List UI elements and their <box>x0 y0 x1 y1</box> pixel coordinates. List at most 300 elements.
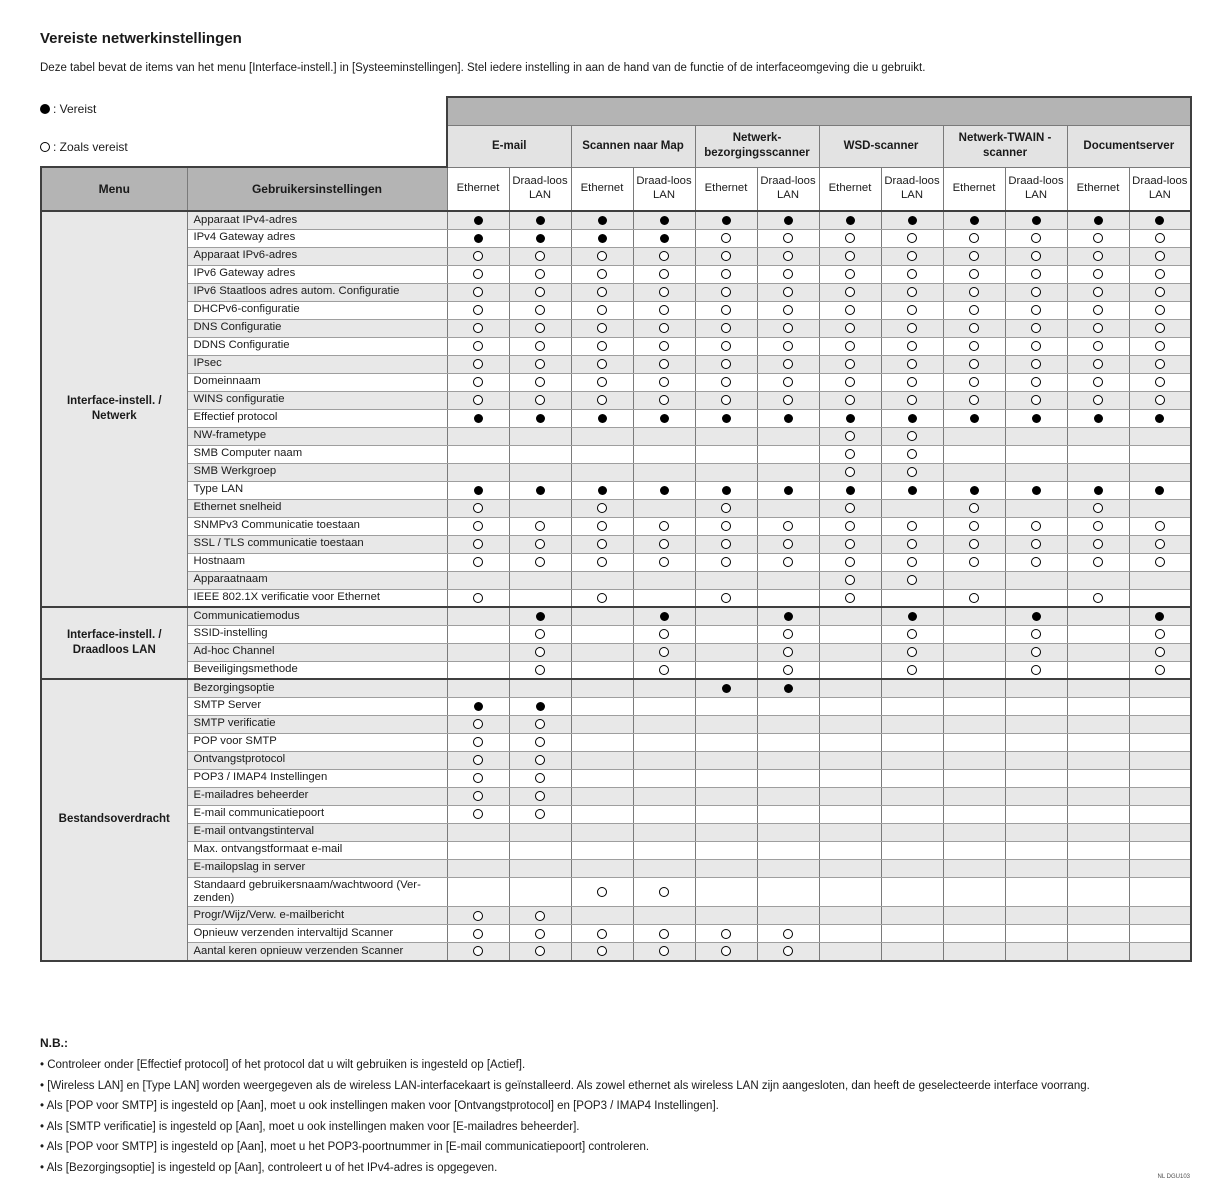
open-circle-icon <box>969 395 979 405</box>
open-circle-icon <box>597 521 607 531</box>
requirement-cell <box>819 283 881 301</box>
requirement-cell <box>1005 283 1067 301</box>
open-circle-icon <box>907 287 917 297</box>
requirement-cell <box>633 283 695 301</box>
requirement-cell <box>757 373 819 391</box>
open-circle-icon <box>969 377 979 387</box>
requirement-cell <box>509 571 571 589</box>
open-circle-icon <box>659 946 669 956</box>
setting-row-label: POP3 / IMAP4 Instellingen <box>187 769 447 787</box>
requirement-cell <box>881 283 943 301</box>
open-circle-icon <box>1093 341 1103 351</box>
requirement-cell <box>509 319 571 337</box>
table-row <box>41 247 1191 265</box>
open-circle-icon <box>597 946 607 956</box>
requirement-cell <box>819 229 881 247</box>
requirement-cell <box>943 571 1005 589</box>
requirement-cell <box>1129 427 1191 445</box>
requirement-cell <box>1129 553 1191 571</box>
open-circle-icon <box>597 887 607 897</box>
function-group-header: Netwerk-TWAIN -scanner <box>943 125 1067 167</box>
requirement-cell <box>1005 445 1067 463</box>
requirement-cell <box>1067 247 1129 265</box>
requirement-cell <box>819 859 881 877</box>
requirement-cell <box>1129 925 1191 943</box>
setting-row-label: IPv6 Gateway adres <box>187 265 447 283</box>
open-circle-icon <box>659 395 669 405</box>
requirement-cell <box>509 697 571 715</box>
function-group-header: E-mail <box>447 125 571 167</box>
requirement-cell <box>819 373 881 391</box>
open-circle-icon <box>845 449 855 459</box>
open-circle-icon <box>845 521 855 531</box>
open-circle-icon <box>783 395 793 405</box>
requirement-cell <box>1005 697 1067 715</box>
requirement-cell <box>757 859 819 877</box>
filled-circle-icon <box>908 486 917 495</box>
requirement-cell <box>943 211 1005 229</box>
open-circle-icon <box>473 593 483 603</box>
requirement-cell <box>943 787 1005 805</box>
setting-row-label: SMTP Server <box>187 697 447 715</box>
requirement-cell <box>1005 535 1067 553</box>
requirement-cell <box>695 823 757 841</box>
open-circle-icon <box>1155 341 1165 351</box>
requirement-cell <box>881 211 943 229</box>
requirement-cell <box>695 553 757 571</box>
requirement-cell <box>571 625 633 643</box>
requirement-cell <box>509 535 571 553</box>
requirement-cell <box>1129 769 1191 787</box>
requirement-cell <box>757 925 819 943</box>
requirement-cell <box>1005 943 1067 961</box>
requirement-cell <box>1129 841 1191 859</box>
table-row <box>41 517 1191 535</box>
requirement-cell <box>447 679 509 697</box>
requirement-cell <box>447 589 509 607</box>
open-circle-icon <box>659 539 669 549</box>
requirement-cell <box>1005 265 1067 283</box>
requirement-cell <box>943 805 1005 823</box>
requirement-cell <box>943 823 1005 841</box>
requirement-cell <box>509 499 571 517</box>
table-row <box>41 319 1191 337</box>
setting-row-label: SMB Computer naam <box>187 445 447 463</box>
requirement-cell <box>881 355 943 373</box>
open-circle-icon <box>1093 323 1103 333</box>
table-row <box>41 697 1191 715</box>
requirement-cell <box>571 319 633 337</box>
requirement-cell <box>1129 823 1191 841</box>
requirement-cell <box>757 943 819 961</box>
open-circle-icon <box>845 557 855 567</box>
open-circle-icon <box>969 251 979 261</box>
requirement-cell <box>757 463 819 481</box>
requirement-cell <box>819 535 881 553</box>
filled-circle-icon <box>660 612 669 621</box>
filled-circle-icon <box>598 216 607 225</box>
requirement-cell <box>695 571 757 589</box>
requirement-cell <box>757 229 819 247</box>
requirement-cell <box>819 409 881 427</box>
requirement-cell <box>1129 337 1191 355</box>
table-row <box>41 373 1191 391</box>
table-row <box>41 679 1191 697</box>
requirement-cell <box>1129 697 1191 715</box>
open-circle-icon <box>659 887 669 897</box>
requirement-cell <box>757 661 819 679</box>
requirement-cell <box>447 283 509 301</box>
open-circle-icon <box>721 929 731 939</box>
filled-circle-icon <box>784 684 793 693</box>
requirement-cell <box>1005 769 1067 787</box>
requirement-cell <box>881 301 943 319</box>
requirement-cell <box>571 769 633 787</box>
requirement-cell <box>509 283 571 301</box>
open-circle-icon <box>1093 269 1103 279</box>
open-circle-icon <box>535 377 545 387</box>
table-row <box>41 337 1191 355</box>
open-circle-icon <box>783 305 793 315</box>
requirement-cell <box>633 643 695 661</box>
open-circle-icon <box>597 305 607 315</box>
requirement-cell <box>509 661 571 679</box>
requirement-cell <box>881 643 943 661</box>
requirement-cell <box>943 661 1005 679</box>
requirement-cell <box>943 589 1005 607</box>
requirement-cell <box>819 463 881 481</box>
requirement-cell <box>757 283 819 301</box>
setting-row-label: E-mail ontvangstinterval <box>187 823 447 841</box>
open-circle-icon <box>597 395 607 405</box>
open-circle-icon <box>907 377 917 387</box>
interface-column-header: Draad-loos LAN <box>509 167 571 211</box>
filled-circle-icon <box>722 216 731 225</box>
requirement-cell <box>1067 427 1129 445</box>
requirement-cell <box>509 589 571 607</box>
requirement-cell <box>447 427 509 445</box>
open-circle-icon <box>659 251 669 261</box>
requirement-cell <box>881 679 943 697</box>
requirement-cell <box>509 643 571 661</box>
requirement-cell <box>633 553 695 571</box>
setting-row-label: E-mailadres beheerder <box>187 787 447 805</box>
open-circle-icon <box>1155 539 1165 549</box>
setting-row-label: DNS Configuratie <box>187 319 447 337</box>
requirement-cell <box>571 751 633 769</box>
filled-circle-icon <box>1032 414 1041 423</box>
table-row <box>41 643 1191 661</box>
requirement-cell <box>1129 481 1191 499</box>
requirement-cell <box>757 301 819 319</box>
filled-circle-icon <box>536 702 545 711</box>
open-circle-icon <box>1155 287 1165 297</box>
note-item: • Als [POP voor SMTP] is ingesteld op [Aan], moet u ook instellingen maken voor [Ontvangstprotocol] en [POP3 / IMAP4 Instellingen]. <box>40 1100 1200 1112</box>
setting-row-label: Apparaatnaam <box>187 571 447 589</box>
setting-row-label: IEEE 802.1X verificatie voor Ethernet <box>187 589 447 607</box>
open-circle-icon <box>535 665 545 675</box>
filled-circle-icon <box>660 414 669 423</box>
open-circle-icon <box>721 287 731 297</box>
requirement-cell <box>881 319 943 337</box>
requirement-cell <box>943 925 1005 943</box>
open-circle-icon <box>473 539 483 549</box>
requirement-cell <box>695 535 757 553</box>
requirement-cell <box>695 355 757 373</box>
requirement-cell <box>943 643 1005 661</box>
table-row <box>41 535 1191 553</box>
requirement-cell <box>757 391 819 409</box>
notes-section <box>40 1036 1200 1182</box>
filled-circle-icon <box>846 486 855 495</box>
requirement-cell <box>757 607 819 625</box>
requirement-cell <box>943 463 1005 481</box>
requirement-cell <box>1067 373 1129 391</box>
requirement-cell <box>943 391 1005 409</box>
open-circle-icon <box>907 269 917 279</box>
open-circle-icon <box>783 665 793 675</box>
requirement-cell <box>943 841 1005 859</box>
requirement-cell <box>943 769 1005 787</box>
table-area <box>40 96 1192 962</box>
requirement-cell <box>1129 283 1191 301</box>
open-circle-icon <box>721 395 731 405</box>
open-circle-icon <box>597 929 607 939</box>
requirement-cell <box>819 607 881 625</box>
requirement-cell <box>881 787 943 805</box>
filled-circle-icon <box>722 486 731 495</box>
requirement-cell <box>881 445 943 463</box>
requirement-cell <box>1005 607 1067 625</box>
requirement-cell <box>633 265 695 283</box>
requirement-cell <box>509 463 571 481</box>
menu-column-header: Menu <box>41 167 187 211</box>
requirement-cell <box>1067 643 1129 661</box>
open-circle-icon <box>1155 251 1165 261</box>
table-row <box>41 571 1191 589</box>
filled-circle-icon <box>722 684 731 693</box>
requirement-cell <box>1067 481 1129 499</box>
requirement-cell <box>447 319 509 337</box>
requirement-cell <box>1067 607 1129 625</box>
requirement-cell <box>509 373 571 391</box>
requirement-cell <box>633 427 695 445</box>
open-circle-icon <box>783 946 793 956</box>
requirement-cell <box>1067 943 1129 961</box>
requirement-cell <box>447 373 509 391</box>
requirement-cell <box>1129 319 1191 337</box>
table-row <box>41 211 1191 229</box>
open-circle-icon <box>535 539 545 549</box>
filled-circle-icon <box>474 414 483 423</box>
requirement-cell <box>881 247 943 265</box>
setting-row-label: DDNS Configuratie <box>187 337 447 355</box>
requirement-cell <box>695 661 757 679</box>
requirement-cell <box>695 943 757 961</box>
requirement-cell <box>571 805 633 823</box>
filled-circle-icon <box>660 486 669 495</box>
requirement-cell <box>757 517 819 535</box>
interface-column-header: Draad-loos LAN <box>1005 167 1067 211</box>
open-circle-icon <box>721 251 731 261</box>
open-circle-icon <box>535 911 545 921</box>
requirement-cell <box>633 769 695 787</box>
requirement-cell <box>1067 787 1129 805</box>
requirement-cell <box>1005 229 1067 247</box>
filled-circle-icon <box>536 612 545 621</box>
requirement-cell <box>571 733 633 751</box>
requirement-cell <box>509 211 571 229</box>
table-row <box>41 427 1191 445</box>
requirement-cell <box>1005 409 1067 427</box>
requirement-cell <box>695 907 757 925</box>
requirement-cell <box>1005 499 1067 517</box>
requirement-cell <box>1067 697 1129 715</box>
open-circle-icon <box>473 809 483 819</box>
requirement-cell <box>881 571 943 589</box>
open-circle-icon <box>659 269 669 279</box>
requirement-cell <box>695 625 757 643</box>
requirement-cell <box>757 481 819 499</box>
requirement-cell <box>695 319 757 337</box>
open-circle-icon <box>1031 377 1041 387</box>
page-title: Vereiste netwerkinstellingen <box>40 30 242 47</box>
requirement-cell <box>509 877 571 907</box>
requirement-cell <box>509 247 571 265</box>
table-row <box>41 859 1191 877</box>
requirement-cell <box>1005 805 1067 823</box>
requirement-cell <box>633 823 695 841</box>
filled-circle-icon <box>908 414 917 423</box>
setting-row-label: E-mail communicatiepoort <box>187 805 447 823</box>
open-circle-icon <box>969 557 979 567</box>
requirement-cell <box>695 265 757 283</box>
open-circle-icon <box>907 665 917 675</box>
open-circle-icon <box>969 539 979 549</box>
note-item: • Als [Bezorgingsoptie] is ingesteld op [Aan], controleert u of het IPv4-adres is opgegeven. <box>40 1162 1200 1174</box>
requirement-cell <box>1005 715 1067 733</box>
filled-circle-icon <box>970 216 979 225</box>
open-circle-icon <box>535 521 545 531</box>
filled-circle-icon <box>722 414 731 423</box>
requirement-cell <box>757 697 819 715</box>
requirement-cell <box>447 445 509 463</box>
requirement-cell <box>757 877 819 907</box>
open-circle-icon <box>783 233 793 243</box>
filled-circle-icon <box>1155 414 1164 423</box>
requirement-cell <box>1005 859 1067 877</box>
requirement-cell <box>819 427 881 445</box>
requirement-cell <box>943 319 1005 337</box>
requirement-cell <box>1129 805 1191 823</box>
requirement-cell <box>509 679 571 697</box>
filled-circle-icon <box>40 104 50 114</box>
open-circle-icon <box>1031 251 1041 261</box>
open-circle-icon <box>907 521 917 531</box>
requirement-cell <box>509 409 571 427</box>
table-row <box>41 943 1191 961</box>
open-circle-icon <box>845 251 855 261</box>
requirement-cell <box>571 445 633 463</box>
requirement-cell <box>1067 499 1129 517</box>
sub-header-row <box>41 167 1191 211</box>
requirement-cell <box>447 643 509 661</box>
requirement-cell <box>757 247 819 265</box>
requirement-cell <box>509 445 571 463</box>
filled-circle-icon <box>536 234 545 243</box>
requirement-cell <box>571 283 633 301</box>
requirement-cell <box>819 625 881 643</box>
open-circle-icon <box>845 233 855 243</box>
open-circle-icon <box>473 251 483 261</box>
requirement-cell <box>757 427 819 445</box>
requirement-cell <box>881 877 943 907</box>
requirement-cell <box>1129 733 1191 751</box>
open-circle-icon <box>721 539 731 549</box>
open-circle-icon <box>721 503 731 513</box>
requirement-cell <box>1005 823 1067 841</box>
setting-row-label: Aantal keren opnieuw verzenden Scanner <box>187 943 447 961</box>
setting-row-label: Opnieuw verzenden intervaltijd Scanner <box>187 925 447 943</box>
setting-row-label: NW-frametype <box>187 427 447 445</box>
requirement-cell <box>943 715 1005 733</box>
table-row <box>41 823 1191 841</box>
open-circle-icon <box>783 323 793 333</box>
open-circle-icon <box>1155 323 1165 333</box>
table-row <box>41 301 1191 319</box>
requirement-cell <box>447 355 509 373</box>
requirement-cell <box>633 499 695 517</box>
requirement-cell <box>881 499 943 517</box>
requirement-cell <box>819 247 881 265</box>
requirement-cell <box>943 499 1005 517</box>
requirement-cell <box>819 481 881 499</box>
requirement-cell <box>757 553 819 571</box>
setting-row-label: Apparaat IPv6-adres <box>187 247 447 265</box>
open-circle-icon <box>845 503 855 513</box>
requirement-cell <box>819 733 881 751</box>
open-circle-icon <box>473 305 483 315</box>
open-circle-icon <box>969 233 979 243</box>
setting-row-label: Ethernet snelheid <box>187 499 447 517</box>
table-row <box>41 625 1191 643</box>
table-row <box>41 589 1191 607</box>
requirement-cell <box>1129 943 1191 961</box>
setting-row-label: Type LAN <box>187 481 447 499</box>
requirement-cell <box>633 607 695 625</box>
open-circle-icon <box>1155 395 1165 405</box>
open-circle-icon <box>907 467 917 477</box>
open-circle-icon <box>473 755 483 765</box>
requirement-cell <box>1067 733 1129 751</box>
requirement-cell <box>633 589 695 607</box>
requirement-cell <box>819 751 881 769</box>
requirement-cell <box>1129 463 1191 481</box>
open-circle-icon <box>721 557 731 567</box>
requirement-cell <box>1067 925 1129 943</box>
open-circle-icon <box>597 557 607 567</box>
requirement-cell <box>447 229 509 247</box>
open-circle-icon <box>907 557 917 567</box>
requirement-cell <box>509 625 571 643</box>
open-circle-icon <box>1031 305 1041 315</box>
open-circle-icon <box>473 521 483 531</box>
requirement-cell <box>757 823 819 841</box>
requirement-cell <box>757 643 819 661</box>
legend-required-label: : Vereist <box>53 102 97 116</box>
open-circle-icon <box>1093 539 1103 549</box>
open-circle-icon <box>845 575 855 585</box>
